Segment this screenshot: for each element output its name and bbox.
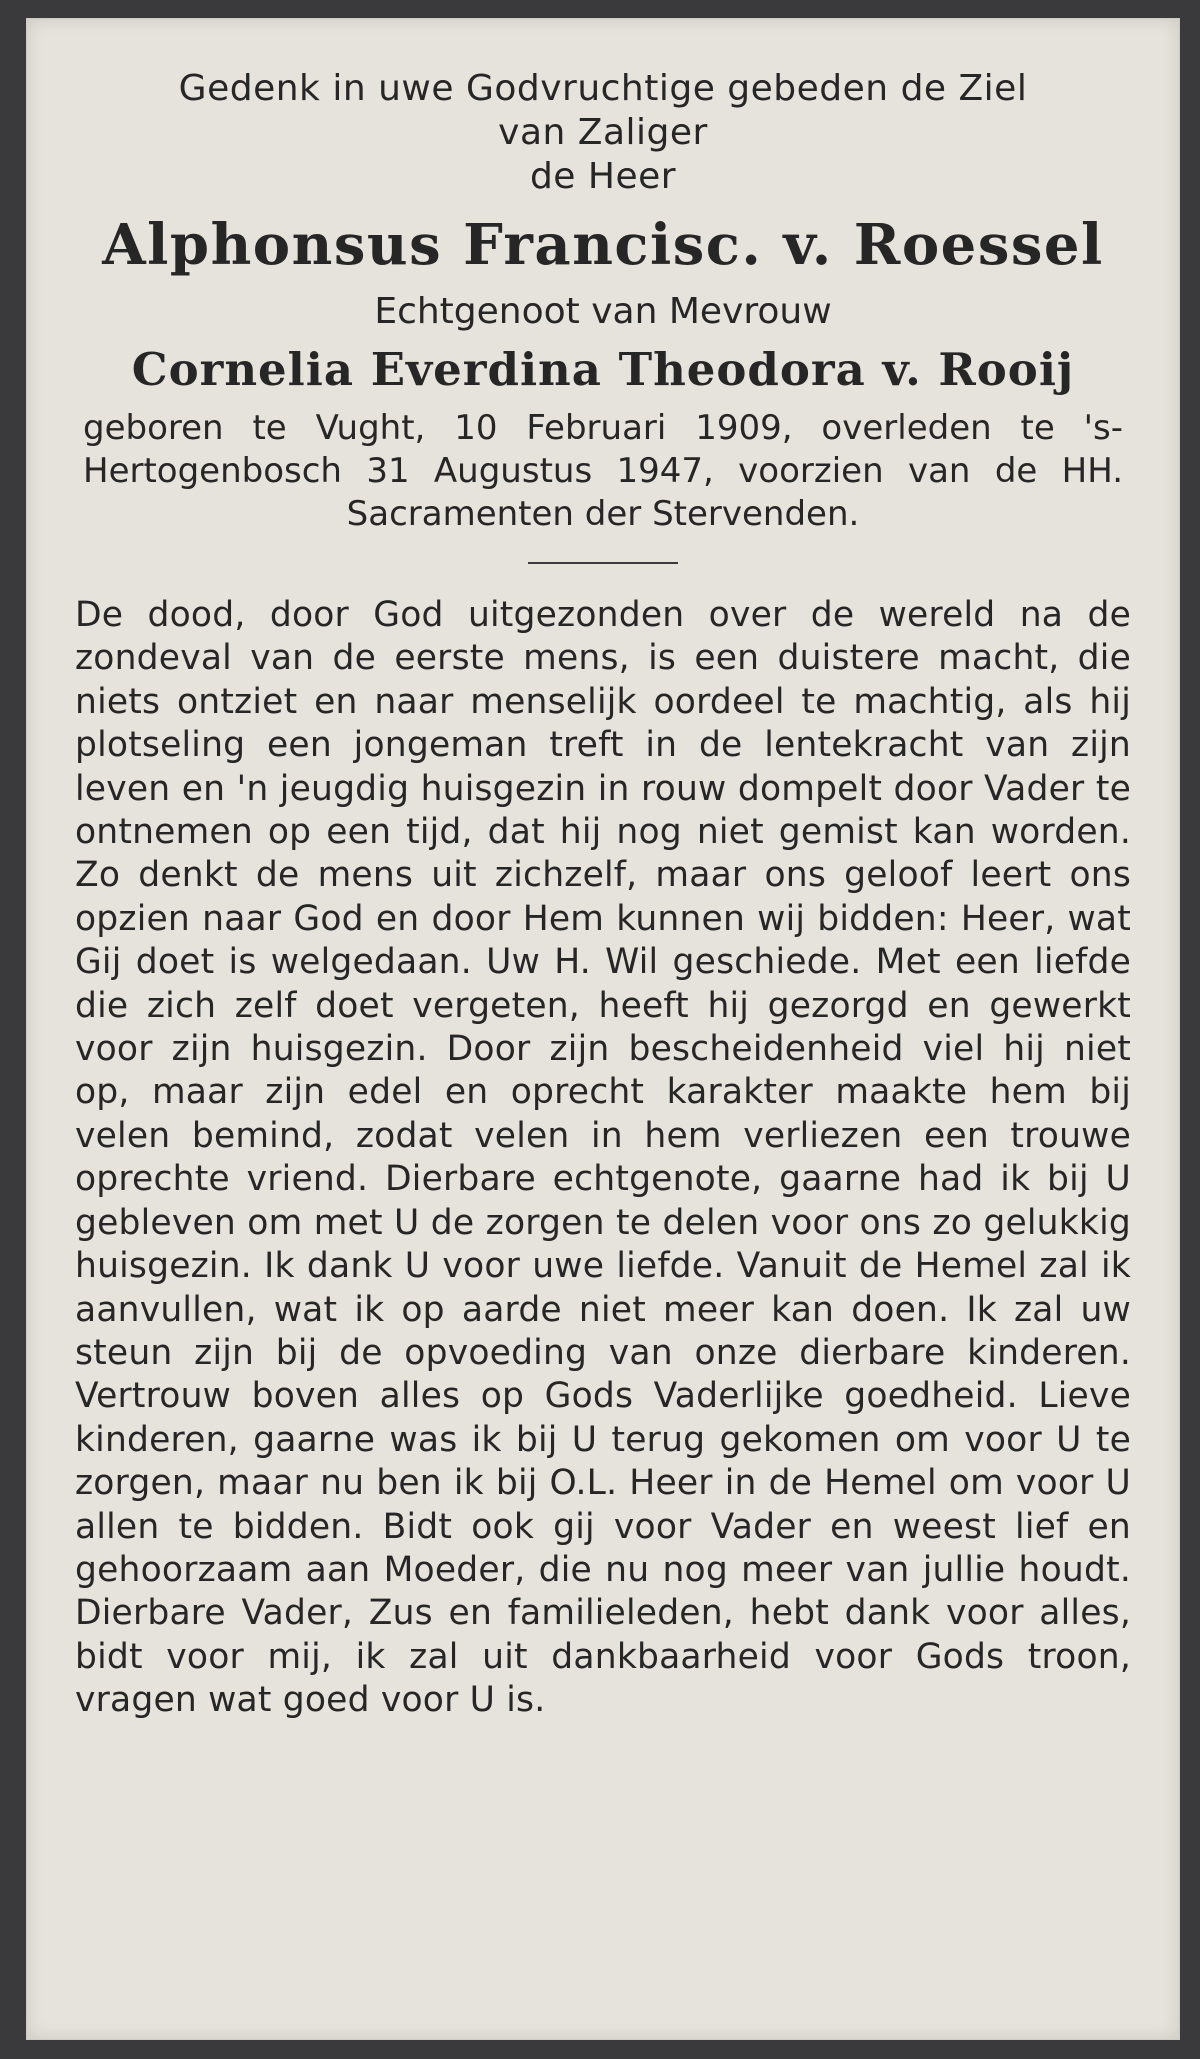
deceased-name: Alphonsus Francisc. v. Roessel [102, 212, 1104, 278]
birth-death-text: geboren te Vught, 10 Februari 1909, overleden te 's-Hertogenbosch 31 Augustus 1947, voorzien van de HH. Sacramenten der Stervenden. [83, 408, 1123, 534]
intro-line-1: Gedenk in uwe Godvruchtige gebeden de Ziel [178, 68, 1028, 109]
memorial-body-text: De dood, door God uitgezonden over de wereld na de zondeval van de eerste mens, is een duistere macht, die niets ontziet en naar menselijk oordeel te machtig, als hij plotseling een jongeman treft in de lentekracht van zijn leven en 'n jeugdig huisgezin in rouw dompelt door Vader te ontnemen op een tijd, dat hij nog niet gemist kan worden. Zo denkt de mens uit zichzelf, maar ons geloof leert ons opzien naar God en door Hem kunnen wij bidden: Heer, wat Gij doet is welgedaan. Uw H. Wil geschiede. Met een liefde die zich zelf doet vergeten, heeft hij gezorgd en gewerkt voor zijn huisgezin. Door zijn bescheidenheid viel hij niet op, maar zijn edel en oprecht karakter maakte hem bij velen bemind, zodat velen in hem verliezen een trouwe oprechte vriend. Dierbare echtgenote, gaarne had ik bij U gebleven om met U de zorgen te delen voor ons zo gelukkig huisgezin. Ik dank U voor uwe liefde. Vanuit de Hemel zal ik aanvullen, wat ik op aarde niet meer kan doen. Ik zal uw steun zijn bij de opvoeding van onze dierbare kinderen. Vertrouw boven alles op Gods Vaderlijke goedheid. Lieve kinderen, gaarne was ik bij U terug gekomen om voor U te zorgen, maar nu ben ik bij O.L. Heer in de Hemel om voor U allen te bidden. Bidt ook gij voor Vader en weest lief en gehoorzaam aan Moeder, die nu nog meer van jullie houdt. Dierbare Vader, Zus en familieleden, hebt dank voor alles, bidt voor mij, ik zal uit dankbaarheid voor Gods troon, vragen wat goed voor U is. [75, 595, 1131, 1721]
spouse-intro: Echtgenoot van Mevrouw [374, 291, 832, 332]
divider [528, 562, 678, 564]
card-content [75, 67, 1131, 1723]
memorial-card [26, 18, 1180, 2040]
intro-line-2: van Zaliger [498, 112, 708, 153]
intro-line-3: de Heer [529, 156, 677, 197]
spouse-name: Cornelia Everdina Theodora v. Rooij [131, 343, 1075, 396]
intro-text [75, 67, 1131, 199]
